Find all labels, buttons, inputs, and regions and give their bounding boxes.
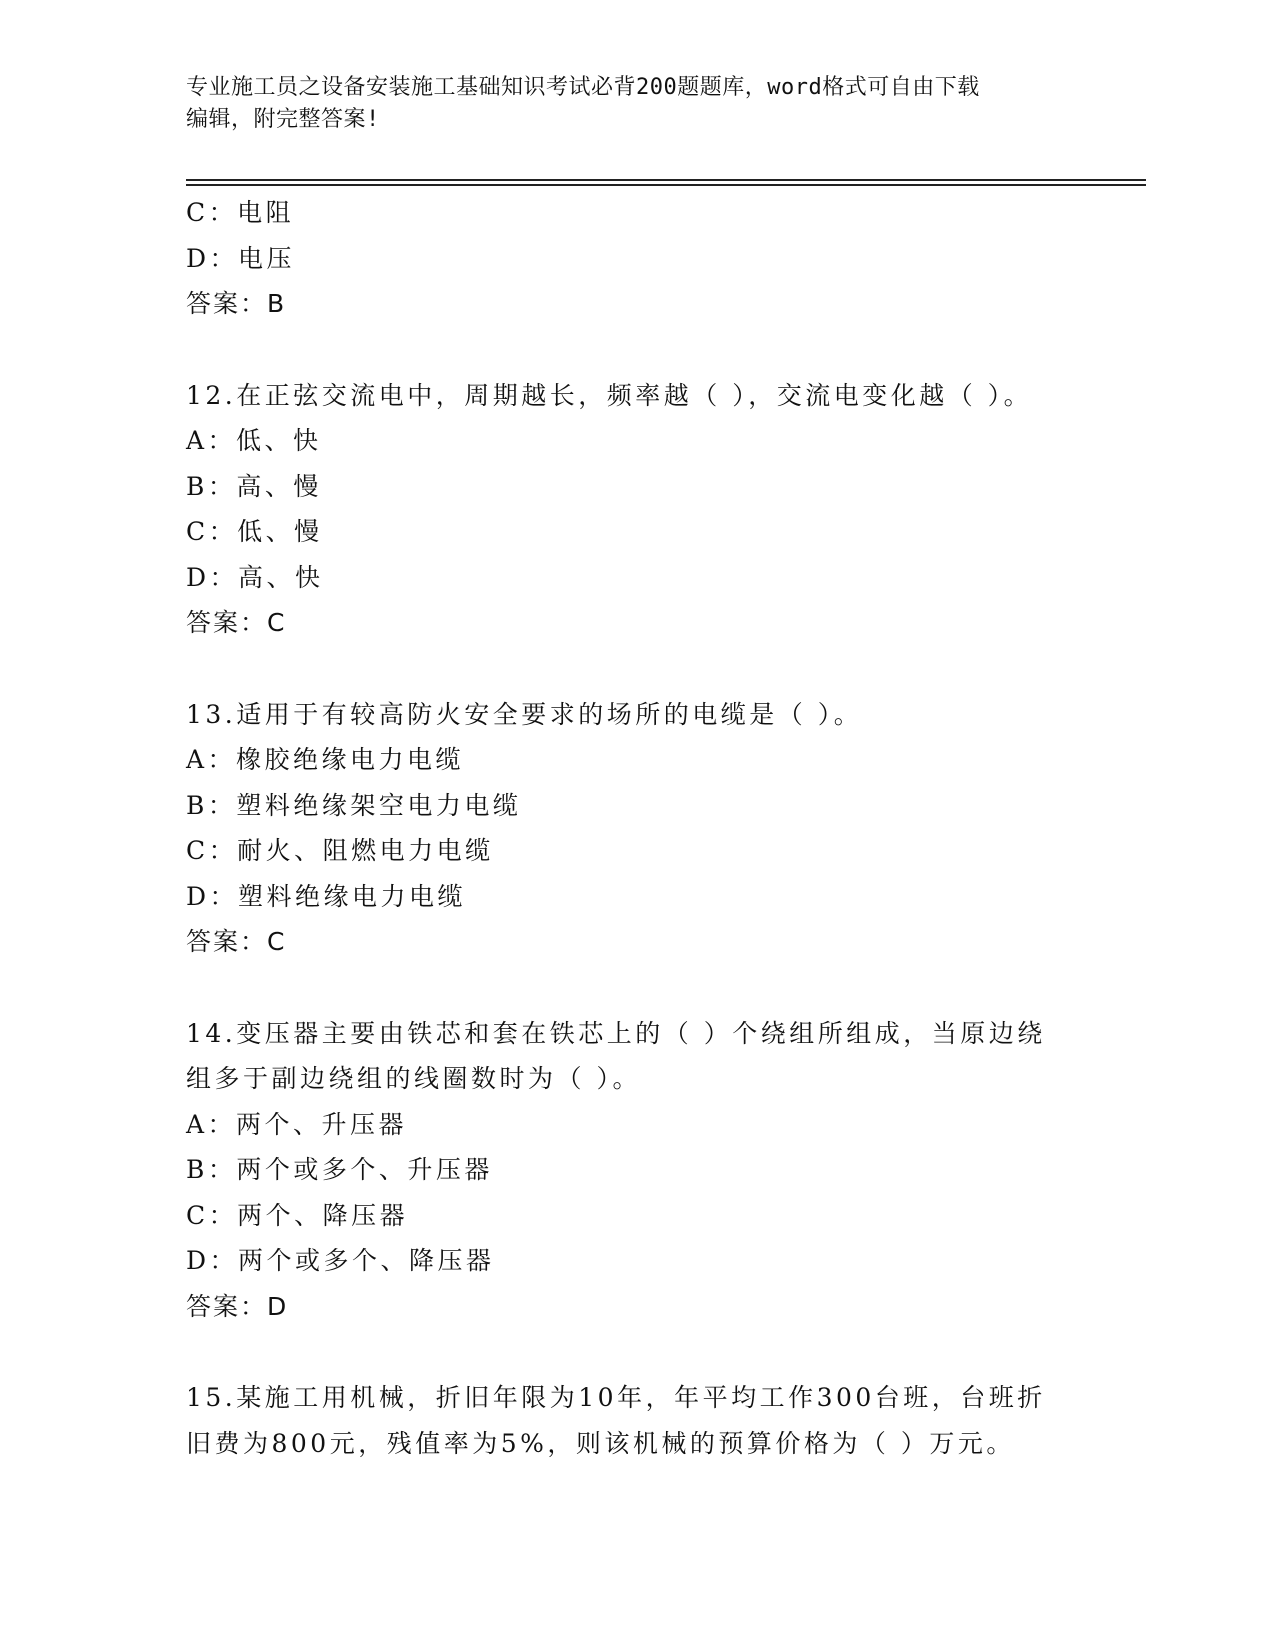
option-d: D：电压 bbox=[186, 243, 296, 273]
document-header bbox=[186, 72, 1086, 136]
header-divider-top bbox=[186, 179, 1146, 181]
spacer bbox=[186, 646, 1086, 692]
header-title-line-2: 编辑，附完整答案! bbox=[186, 107, 380, 132]
spacer bbox=[186, 327, 1086, 373]
answer-line: 答案：C bbox=[186, 608, 287, 637]
option-d: D：两个或多个、降压器 bbox=[186, 1246, 495, 1275]
option-a: A：两个、升压器 bbox=[186, 1109, 408, 1139]
header-title-line-1: 专业施工员之设备安装施工基础知识考试必背200题题库，word格式可自由下载 bbox=[186, 75, 980, 100]
spacer bbox=[186, 965, 1086, 1011]
option-c: C：两个、降压器 bbox=[186, 1200, 409, 1230]
question-text-line-2: 旧费为800元，残值率为5%，则该机械的预算价格为（ ）万元。 bbox=[186, 1428, 1015, 1458]
option-a: A：低、快 bbox=[186, 426, 322, 455]
option-c: C：低、慢 bbox=[186, 517, 323, 546]
question-12 bbox=[186, 373, 1086, 646]
question-text-line-1: 15.某施工用机械，折旧年限为10年，年平均工作300台班，台班折 bbox=[186, 1383, 1046, 1412]
question-text-line-1: 14.变压器主要由铁芯和套在铁芯上的（ ）个绕组所组成，当原边绕 bbox=[186, 1018, 1046, 1048]
document-body bbox=[186, 190, 1086, 1466]
option-b: B：塑料绝缘架空电力电缆 bbox=[186, 790, 522, 820]
spacer bbox=[186, 1329, 1086, 1375]
header-divider-bottom bbox=[186, 184, 1146, 186]
option-d: D：高、快 bbox=[186, 562, 324, 592]
option-c: C：耐火、阻燃电力电缆 bbox=[186, 836, 494, 865]
question-11-continued bbox=[186, 190, 1086, 327]
question-14 bbox=[186, 1011, 1086, 1330]
question-text: 12.在正弦交流电中，周期越长，频率越（ ），交流电变化越（ ）。 bbox=[186, 380, 1033, 410]
question-text-line-2: 组多于副边绕组的线圈数时为（ ）。 bbox=[186, 1064, 641, 1093]
option-b: B：高、慢 bbox=[186, 471, 322, 501]
option-b: B：两个或多个、升压器 bbox=[186, 1155, 493, 1184]
answer-line: 答案：C bbox=[186, 927, 287, 956]
option-c: C：电阻 bbox=[186, 198, 295, 227]
answer-line: 答案：B bbox=[186, 289, 287, 318]
option-a: A：橡胶绝缘电力电缆 bbox=[186, 745, 465, 774]
option-d: D：塑料绝缘电力电缆 bbox=[186, 881, 467, 911]
answer-line: 答案：D bbox=[186, 1291, 289, 1321]
question-text: 13.适用于有较高防火安全要求的场所的电缆是（ ）。 bbox=[186, 699, 863, 729]
question-13 bbox=[186, 692, 1086, 965]
question-15 bbox=[186, 1375, 1086, 1466]
